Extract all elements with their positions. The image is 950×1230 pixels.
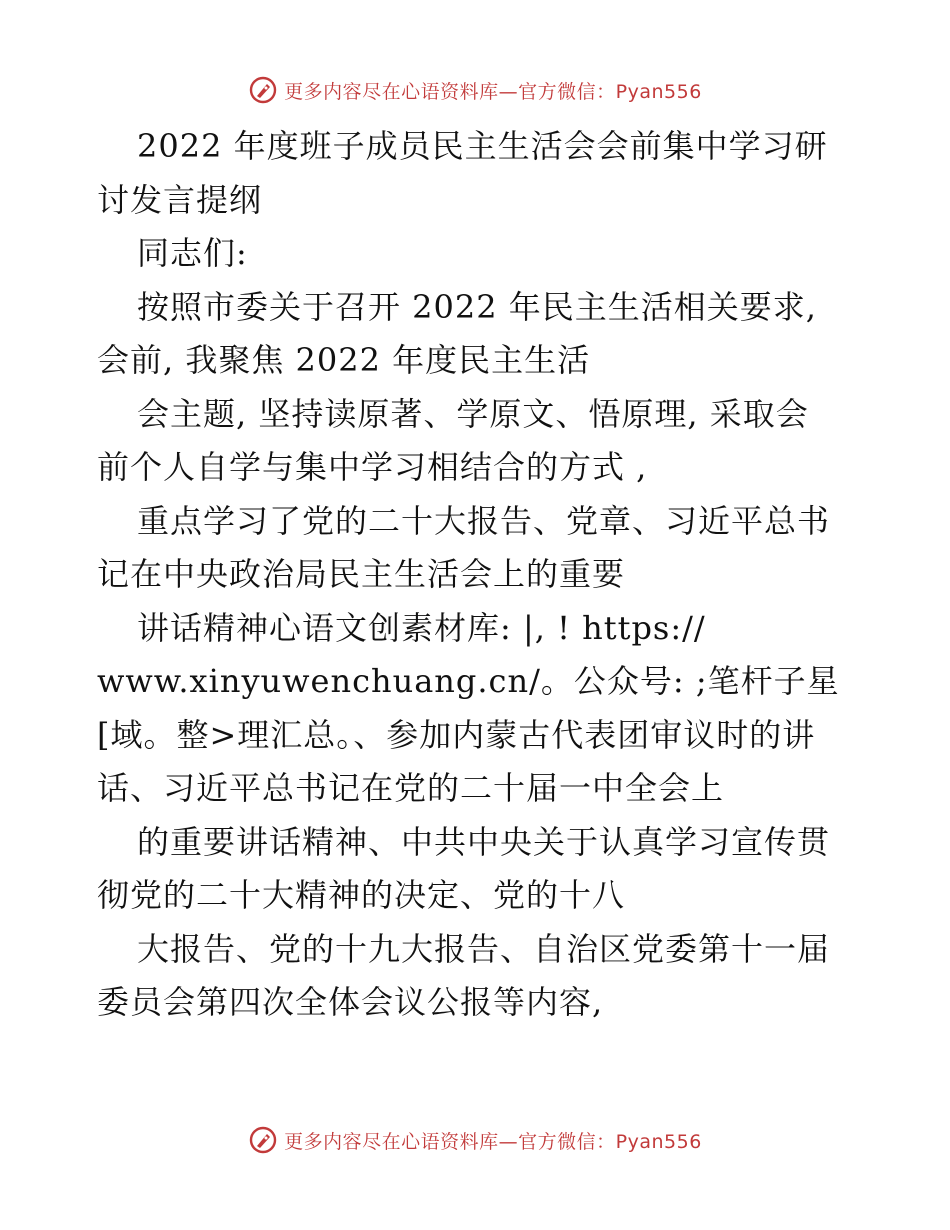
text-line: 委员会第四次全体会议公报等内容, (97, 983, 604, 1021)
text-line: 讲话精神心语文创素材库: |, ! https:// (137, 608, 706, 647)
text-line: 前个人自学与集中学习相结合的方式 , (97, 448, 648, 486)
text-line: 话、习近平总书记在党的二十届一中全会上 (97, 769, 725, 807)
footer-watermark (0, 1120, 950, 1160)
text-line: [域。整>理汇总。、参加内蒙古代表团审议时的讲 (97, 715, 816, 754)
text-line: 重点学习了党的二十大报告、党章、习近平总书 (137, 501, 831, 540)
text-line: 彻党的二十大精神的决定、党的十八 (97, 876, 626, 914)
text-line: 按照市委关于召开 2022 年民主生活相关要求, (137, 287, 817, 326)
pen-nib-logo-icon (248, 1125, 278, 1155)
header-watermark (0, 70, 950, 110)
text-line: 的重要讲话精神、中共中央关于认真学习宣传贯 (137, 822, 831, 861)
pen-nib-logo-icon (248, 75, 278, 105)
text-line: 讨发言提纲 (97, 180, 263, 219)
text-line: www.xinyuwenchuang.cn/。公众号: ;笔杆子星 (97, 662, 840, 700)
text-line: 会主题, 坚持读原著、学原文、悟原理, 采取会 (137, 394, 809, 433)
text-line: 会前, 我聚焦 2022 年度民主生活 (97, 341, 591, 379)
watermark-text: 更多内容尽在心语资料库—官方微信：Pyan556 (284, 1130, 702, 1153)
text-line: 同志们: (137, 234, 248, 272)
watermark-text: 更多内容尽在心语资料库—官方微信：Pyan556 (284, 80, 702, 103)
text-line: 记在中央政治局民主生活会上的重要 (97, 555, 626, 593)
text-line: 大报告、党的十九大报告、自治区党委第十一届 (137, 929, 831, 968)
text-line: 2022 年度班子成员民主生活会会前集中学习研 (137, 127, 828, 165)
document-body (97, 120, 857, 1030)
